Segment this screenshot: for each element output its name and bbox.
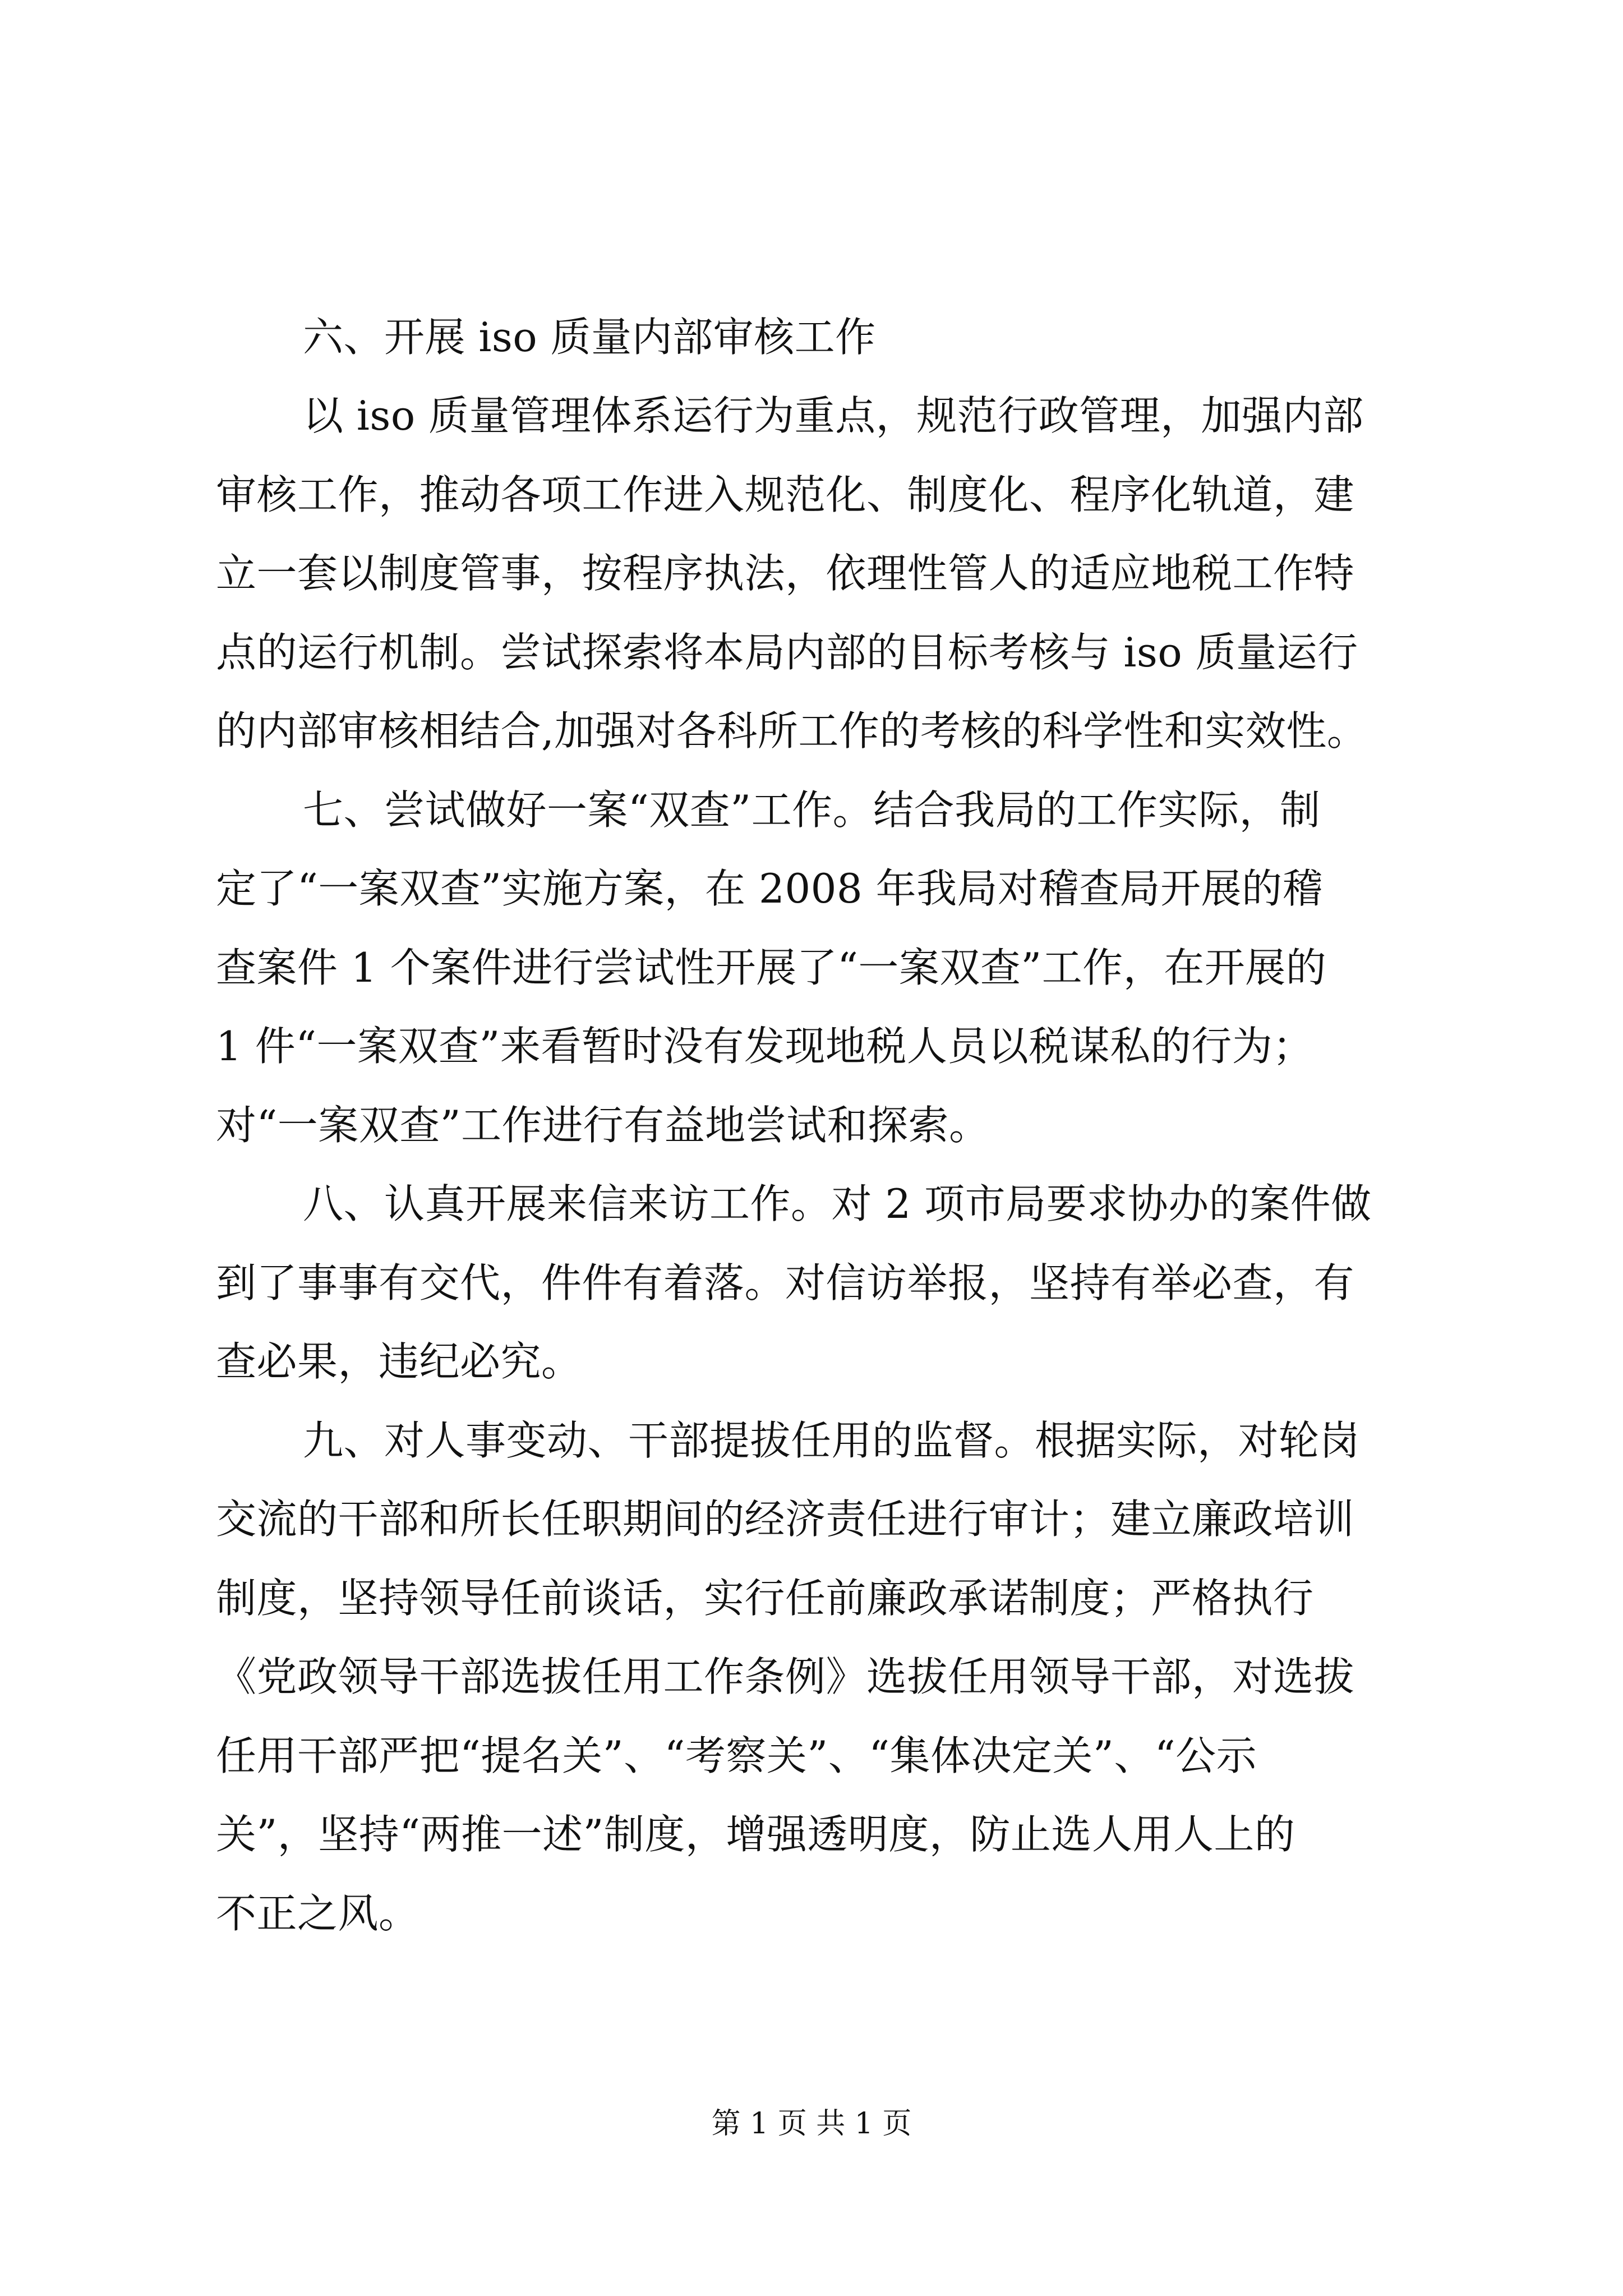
paragraph-line: 对“一案双查”工作进行有益地尝试和探索。 xyxy=(216,1102,990,1149)
paragraph-line: 查案件 1 个案件进行尝试性开展了“一案双查”工作，在开展的 xyxy=(216,944,1327,991)
paragraph-line: 点的运行机制。尝试探索将本局内部的目标考核与 iso 质量运行 xyxy=(216,629,1358,676)
paragraph-line: 八、认真开展来信来访工作。对 2 项市局要求协办的案件做 xyxy=(303,1180,1372,1227)
paragraph-line: 任用干部严把“提名关”、“考察关”、“集体决定关”、“公示 xyxy=(216,1732,1257,1779)
paragraph-line: 的内部审核相结合,加强对各科所工作的考核的科学性和实效性。 xyxy=(216,707,1368,754)
paragraph-line: 以 iso 质量管理体系运行为重点，规范行政管理，加强内部 xyxy=(303,392,1364,439)
paragraph-line: 审核工作，推动各项工作进入规范化、制度化、程序化轨道，建 xyxy=(216,471,1355,518)
paragraph-line: 定了“一案双查”实施方案，在 2008 年我局对稽查局开展的稽 xyxy=(216,865,1324,912)
paragraph-line: 查必果，违纪必究。 xyxy=(216,1338,582,1385)
page-number-footer: 第 1 页 共 1 页 xyxy=(711,2107,912,2141)
paragraph-line: 立一套以制度管事，按程序执法，依理性管人的适应地税工作特 xyxy=(216,550,1355,597)
paragraph-line: 九、对人事变动、干部提拔任用的监督。根据实际，对轮岗 xyxy=(303,1417,1361,1464)
section-heading-six: 六、开展 iso 质量内部审核工作 xyxy=(303,314,876,361)
paragraph-line: 七、尝试做好一案“双查”工作。结合我局的工作实际，制 xyxy=(303,786,1321,834)
paragraph-line: 不正之风。 xyxy=(216,1890,419,1937)
paragraph-line: 到了事事有交代，件件有着落。对信访举报，坚持有举必查，有 xyxy=(216,1259,1355,1306)
paragraph-line: 1 件“一案双查”来看暂时没有发现地税人员以税谋私的行为； xyxy=(216,1023,1313,1070)
paragraph-line: 关”，坚持“两推一述”制度，增强透明度，防止选人用人上的 xyxy=(216,1811,1295,1858)
paragraph-line: 《党政领导干部选拔任用工作条例》选拔任用领导干部，对选拔 xyxy=(216,1653,1355,1700)
paragraph-line: 交流的干部和所长任职期间的经济责任进行审计；建立廉政培训 xyxy=(216,1496,1355,1543)
paragraph-line: 制度，坚持领导任前谈话，实行任前廉政承诺制度；严格执行 xyxy=(216,1575,1314,1622)
